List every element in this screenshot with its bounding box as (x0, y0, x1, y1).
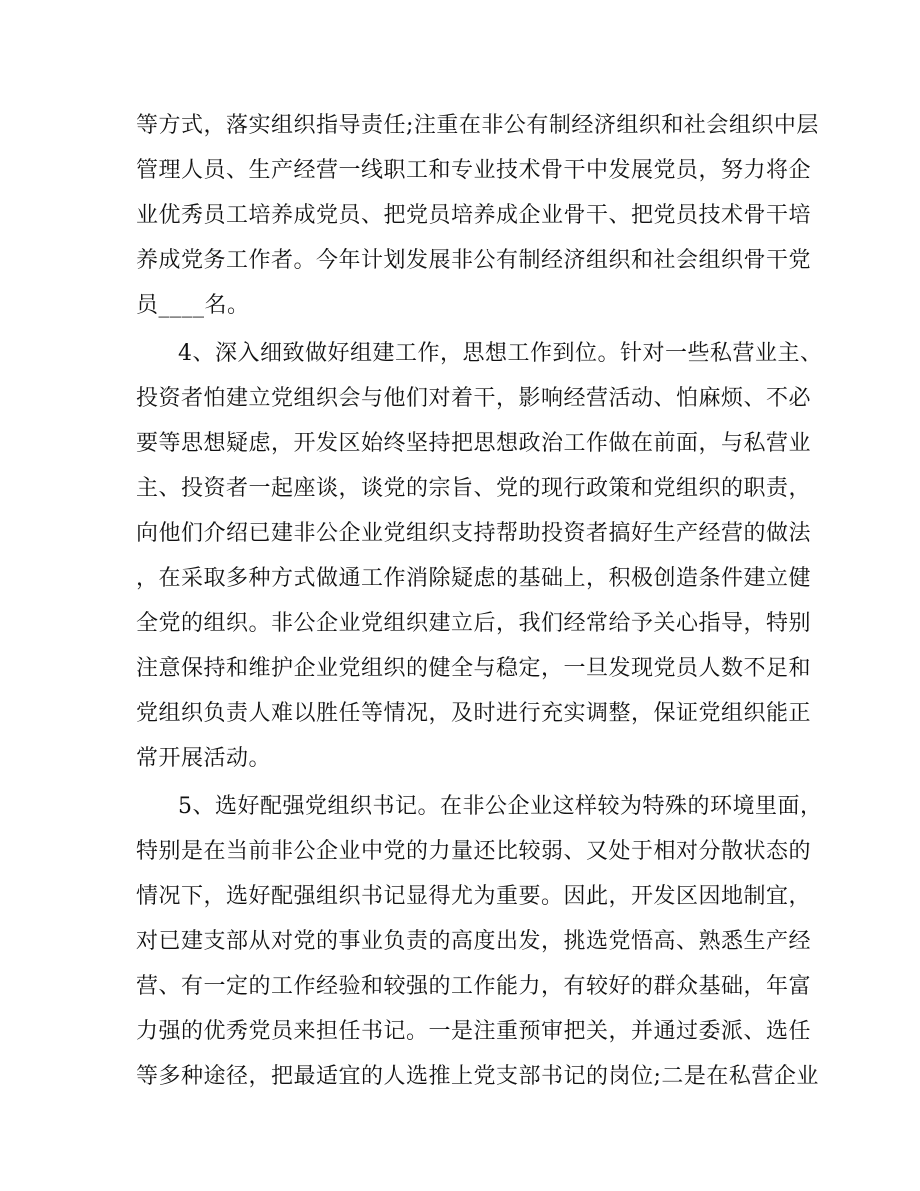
body-text-line: 主、投资者一起座谈，谈党的宗旨、党的现行政策和党组织的职责， (136, 476, 812, 501)
body-text-line: 注意保持和维护企业党组织的健全与稳定，一旦发现党员人数不足和 (136, 656, 812, 681)
body-text-line: 要等思想疑虑，开发区始终坚持把思想政治工作做在前面，与私营业 (136, 431, 812, 456)
body-text-line: 投资者怕建立党组织会与他们对着干，影响经营活动、怕麻烦、不必 (136, 386, 812, 411)
body-text-line: 全党的组织。非公企业党组织建立后，我们经常给予关心指导，特别 (136, 611, 812, 636)
body-text-line: 等多种途径，把最适宜的人选推上党支部书记的岗位;二是在私营企业 (136, 1064, 819, 1089)
body-text-line: 管理人员、生产经营一线职工和专业技术骨干中发展党员，努力将企 (136, 158, 812, 183)
body-text-line: 5、选好配强党组织书记。在非公企业这样较为特殊的环境里面， (178, 794, 823, 819)
body-text-line: ，在采取多种方式做通工作消除疑虑的基础上，积极创造条件建立健 (136, 566, 812, 591)
body-text-line: 情况下，选好配强组织书记显得尤为重要。因此，开发区因地制宜， (136, 884, 812, 909)
body-text-line: 党组织负责人难以胜任等情况，及时进行充实调整，保证党组织能正 (136, 701, 812, 726)
body-text-line: 向他们介绍已建非公企业党组织支持帮助投资者搞好生产经营的做法 (136, 521, 812, 546)
body-text-line: 等方式，落实组织指导责任;注重在非公有制经济组织和社会组织中层 (136, 113, 819, 138)
body-text-line: 特别是在当前非公企业中党的力量还比较弱、又处于相对分散状态的 (136, 839, 812, 864)
body-text-line: 力强的优秀党员来担任书记。一是注重预审把关，并通过委派、选任 (136, 1019, 812, 1044)
body-text-line: 对已建支部从对党的事业负责的高度出发，挑选党悟高、熟悉生产经 (136, 929, 812, 954)
body-text-line: 养成党务工作者。今年计划发展非公有制经济组织和社会组织骨干党 (136, 248, 812, 273)
body-text-line: 员____名。 (136, 293, 250, 318)
body-text-line: 营、有一定的工作经验和较强的工作能力，有较好的群众基础，年富 (136, 974, 812, 999)
body-text-line: 4、深入细致做好组建工作，思想工作到位。针对一些私营业主、 (178, 341, 823, 366)
body-text-line: 常开展活动。 (136, 746, 272, 771)
body-text-line: 业优秀员工培养成党员、把党员培养成企业骨干、把党员技术骨干培 (136, 203, 812, 228)
